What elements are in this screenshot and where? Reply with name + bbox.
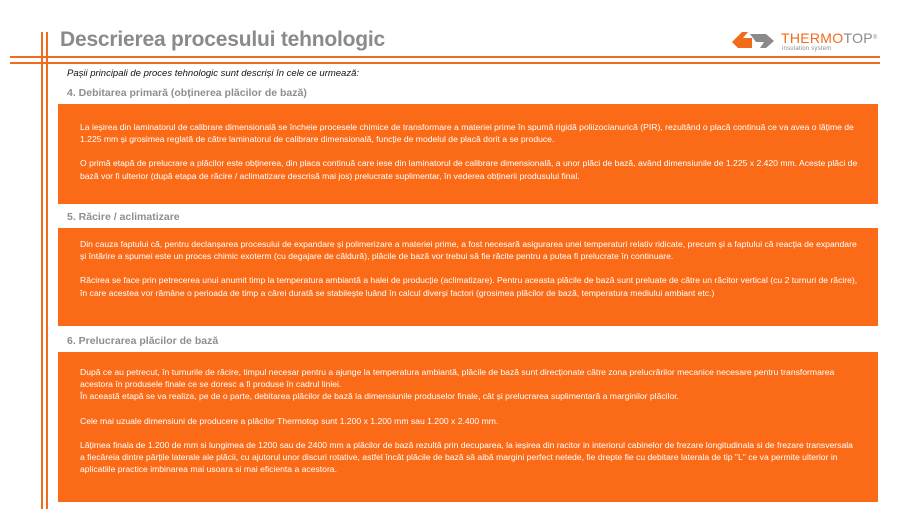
- thermotop-logo: [730, 28, 890, 56]
- paragraph: Lățimea finala de 1.200 de mm si lungimea de 1200 sau de 2400 mm a plăcilor de bază rezultă prin decuparea, la ieșirea din racitor in interiorul cabinelor de frezare longitudinala si de frezare transversala a fiecăreia dintre părțile laterale ale plăcii, cu ajutorul unor discuri rotative, astfel încât plăcile de bază să aibă margini perfect netede, fie drepte fie cu debitare laterala de tip "L" ce va permite ulterior in aplicatiile practice imbinarea mai usoara si mai eficienta a acestora.: [80, 439, 853, 475]
- logo-wordmark: [781, 30, 878, 46]
- section-box-debitare: [58, 104, 878, 204]
- paragraph: O primă etapă de prelucrare a plăcilor este obținerea, din placa continuă care iese din laminatorul de calibrare dimensională, a unor plăci de bază, având dimensiunile de 1.225 x 2.420 mm. Aceste plăci de bază vor fi ulterior (după etapa de răcire / aclimatizare descrisă mai jos) prelucrate suplimentar, în vederea obținerii produsului final.: [80, 158, 858, 181]
- paragraph: La ieșirea din laminatorul de calibrare dimensională se încheie procesele chimice de transformare a materiei prime în spumă rigidă poliizocianurică (PIR), rezultând o placă continuă ce va avea o lățime de 1.225 mm și grosimea reglată de către laminatorul de calibrare dimensională, funcție de modelul de placă dorit a se produce.: [80, 122, 854, 145]
- section-heading-racire: 5. Răcire / aclimatizare: [67, 211, 180, 223]
- logo-tagline: insulation system: [782, 46, 832, 52]
- section-heading-debitare: 4. Debitarea primară (obținerea plăcilor de bază): [67, 87, 307, 99]
- section-box-racire: [58, 228, 878, 326]
- section-heading-prelucrare: 6. Prelucrarea plăcilor de bază: [67, 335, 219, 347]
- paragraph: Din cauza faptului că, pentru declanșarea procesului de expandare și polimerizare a materiei prime, a fost necesară asigurarea unei temperaturi relativ ridicate, precum și a faptului că reacția de expandare și întărire a spumei este un proces chimic exoterm (cu degajare de căldură), plăcile de bază vor trebui să fie răcite pentru a putea fi prelucrate în continuare.: [80, 239, 857, 262]
- paragraph: Răcirea se face prin petrecerea unui anumit timp la temperatura ambiantă a halei de producție (aclimatizare). Pentru aceasta plăcile de bază sunt preluate de către un răcitor vertical (cu 2 turnuri de răcire), în care acestea vor rămâne o perioada de timp a cărei durată se stabilește luând în calcul diverși factori (grosimea plăcilor de bază, temperatura mediului ambiant etc.): [80, 275, 858, 298]
- paragraph: Cele mai uzuale dimensiuni de producere a plăcilor Thermotop sunt 1.200 x 1.200 mm sau 1.200 x 2.400 mm.: [80, 415, 499, 426]
- logo-word-thermo: THERMO: [781, 30, 844, 46]
- decorative-horizontal-line-2: [10, 62, 880, 64]
- thermotop-arrows-icon: [730, 30, 776, 50]
- logo-word-top: TOP: [843, 30, 873, 46]
- paragraph: După ce au petrecut, în turnurile de răcire, timpul necesar pentru a ajunge la temperatura ambiantă, plăcile de bază sunt direcționate către zona prelucrărilor mecanice necesare pentru transformarea acestora în produsele finale ce se doresc a fi produse în cadrul liniei.: [80, 367, 835, 390]
- paragraph: În această etapă se va realiza, pe de o parte, debitarea plăcilor de bază la dimensiunile produselor finale, cât și prelucrarea suplimentară a marginilor plăcilor.: [80, 391, 680, 402]
- decorative-horizontal-line-1: [10, 56, 880, 58]
- decorative-vertical-line-1: [41, 32, 43, 509]
- intro-text: Pașii principali de proces tehnologic sunt descriși în cele ce urmează:: [67, 68, 360, 79]
- registered-mark: ®: [872, 35, 878, 41]
- section-box-prelucrare: [58, 352, 878, 502]
- page-title: Descrierea procesului tehnologic: [60, 28, 386, 51]
- decorative-vertical-line-2: [46, 32, 48, 509]
